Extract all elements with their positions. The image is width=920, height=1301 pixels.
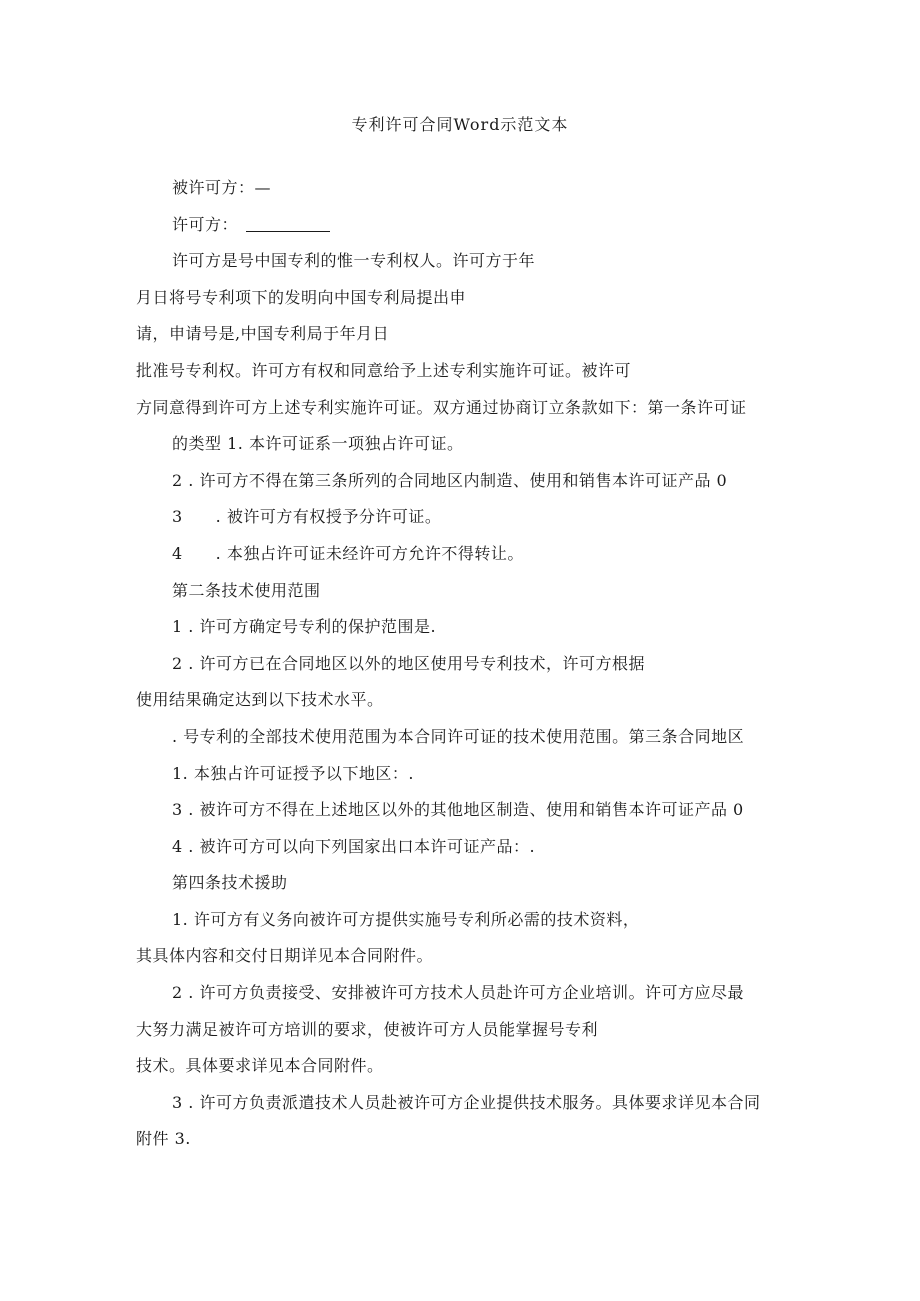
document-line-text: 被许可方：— — [172, 178, 272, 197]
document-line-text: 月日将号专利项下的发明向中国专利局提出申 — [136, 287, 467, 307]
document-line-text: 其具体内容和交付日期详见本合同附件。 — [136, 946, 434, 966]
document-line-text: 第二条技术使用范围 — [172, 580, 321, 600]
document-body — [0, 170, 920, 1158]
document-line-text: 技术。具体要求详见本合同附件。 — [136, 1056, 384, 1076]
document-line — [0, 390, 920, 427]
fill-in-blank — [246, 213, 330, 232]
document-line-text: 3 . 被许可方有权授予分许可证。 — [172, 507, 442, 527]
document-line — [0, 682, 920, 719]
document-line-text: 批准号专利权。许可方有权和同意给予上述专利实施许可证。被许可 — [136, 360, 632, 380]
document-line-text: 4 . 被许可方可以向下列国家出口本许可证产品：. — [172, 836, 536, 856]
document-line — [0, 207, 920, 244]
document-line-text: 方同意得到许可方上述专利实施许可证。双方通过协商订立条款如下：第一条许可证 — [136, 397, 747, 417]
document-line — [0, 902, 920, 939]
document-line — [0, 316, 920, 353]
document-line — [0, 243, 920, 280]
document-line — [0, 865, 920, 902]
document-line-text: 1. 许可方有义务向被许可方提供实施号专利所必需的技术资料， — [172, 909, 640, 929]
document-title: 专利许可合同Word示范文本 — [351, 115, 569, 134]
document-line — [0, 609, 920, 646]
document-line — [0, 1085, 920, 1122]
document-line — [0, 1012, 920, 1049]
document-line-text: . 号专利的全部技术使用范围为本合同许可证的技术使用范围。第三条合同地区 — [172, 726, 745, 746]
document-line — [0, 719, 920, 756]
document-line-text: 使用结果确定达到以下技术水平。 — [136, 690, 384, 710]
document-line — [0, 1048, 920, 1085]
document-line — [0, 170, 920, 207]
document-line-text: 3 . 被许可方不得在上述地区以外的其他地区制造、使用和销售本许可证产品 0 — [172, 800, 744, 820]
document-line — [0, 1121, 920, 1158]
document-line — [0, 646, 920, 683]
document-line — [0, 426, 920, 463]
document-line — [0, 499, 920, 536]
document-line-text: 1. 本独占许可证授予以下地区：. — [172, 763, 414, 783]
document-line — [0, 829, 920, 866]
document-line-text: 请，申请号是,中国专利局于年月日 — [136, 324, 390, 344]
document-line — [0, 975, 920, 1012]
document-line-text: 许可方是号中国专利的惟一专利权人。许可方于年 — [172, 251, 536, 271]
document-line — [0, 756, 920, 793]
document-line — [0, 463, 920, 500]
document-line-text: 大努力满足被许可方培训的要求，使被许可方人员能掌握号专利 — [136, 1019, 599, 1039]
document-line-text: 许可方： — [172, 214, 239, 234]
document-line — [0, 536, 920, 573]
document-line-text: 4 . 本独占许可证未经许可方允许不得转让。 — [172, 543, 524, 563]
document-line-text: 的类型 1. 本许可证系一项独占许可证。 — [172, 434, 464, 454]
document-line-text: 3 . 许可方负责派遣技术人员赴被许可方企业提供技术服务。具体要求详见本合同 — [172, 1092, 761, 1112]
document-line — [0, 938, 920, 975]
document-line-text: 第四条技术援助 — [172, 873, 288, 893]
document-line — [0, 280, 920, 317]
document-line-text: 2 . 许可方不得在第三条所列的合同地区内制造、使用和销售本许可证产品 0 — [172, 470, 728, 490]
document-line-text: 附件 3. — [136, 1129, 191, 1149]
document-line-text: 2 . 许可方负责接受、安排被许可方技术人员赴许可方企业培训。许可方应尽最 — [172, 983, 744, 1003]
document-line-text: 2 . 许可方已在合同地区以外的地区使用号专利技术，许可方根据 — [172, 653, 645, 673]
document-line — [0, 792, 920, 829]
document-line — [0, 353, 920, 390]
document-line — [0, 573, 920, 610]
document-line-text: 1 . 许可方确定号专利的保护范围是. — [172, 617, 437, 637]
